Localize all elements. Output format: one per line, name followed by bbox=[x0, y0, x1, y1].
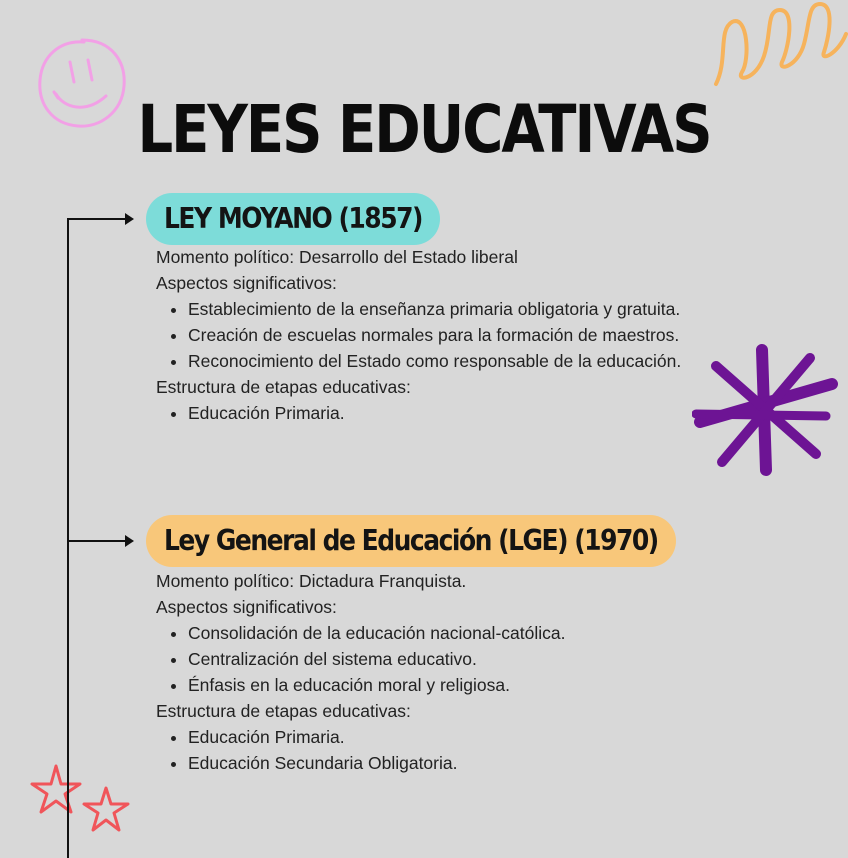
list-item: • Reconocimiento del Estado como responsable de la educación. bbox=[188, 348, 681, 374]
list-item: • Centralización del sistema educativo. bbox=[188, 646, 565, 672]
law-heading-moyano: LEY MOYANO (1857) bbox=[146, 193, 440, 245]
momento-politico: Momento político: Dictadura Franquista. bbox=[156, 571, 467, 591]
list-item: • Educación Primaria. bbox=[188, 724, 565, 750]
purple-star-burst bbox=[692, 344, 838, 478]
law-heading-lge: Ley General de Educación (LGE) (1970) bbox=[146, 515, 676, 567]
aspectos-list bbox=[156, 296, 681, 374]
timeline-arrow-2 bbox=[68, 540, 132, 542]
red-star-doodles bbox=[28, 760, 138, 836]
aspectos-list bbox=[156, 620, 565, 698]
law-details-lge bbox=[156, 568, 565, 776]
page-title: LEYES EDUCATIVAS bbox=[137, 92, 711, 169]
list-item: • Educación Secundaria Obligatoria. bbox=[188, 750, 565, 776]
etapas-list bbox=[156, 400, 681, 426]
list-item: • Énfasis en la educación moral y religiosa. bbox=[188, 672, 565, 698]
orange-swirl-doodle bbox=[708, 0, 848, 96]
timeline-arrow-1 bbox=[68, 218, 132, 220]
etapas-list bbox=[156, 724, 565, 776]
timeline-line bbox=[67, 218, 69, 858]
etapas-label: Estructura de etapas educativas: bbox=[156, 377, 411, 397]
etapas-label: Estructura de etapas educativas: bbox=[156, 701, 411, 721]
list-item: • Educación Primaria. bbox=[188, 400, 681, 426]
law-details-moyano bbox=[156, 244, 681, 426]
momento-politico: Momento político: Desarrollo del Estado liberal bbox=[156, 247, 518, 267]
aspectos-label: Aspectos significativos: bbox=[156, 273, 337, 293]
list-item: • Establecimiento de la enseñanza primaria obligatoria y gratuita. bbox=[188, 296, 681, 322]
list-item: • Creación de escuelas normales para la formación de maestros. bbox=[188, 322, 681, 348]
aspectos-label: Aspectos significativos: bbox=[156, 597, 337, 617]
list-item: • Consolidación de la educación nacional-católica. bbox=[188, 620, 565, 646]
